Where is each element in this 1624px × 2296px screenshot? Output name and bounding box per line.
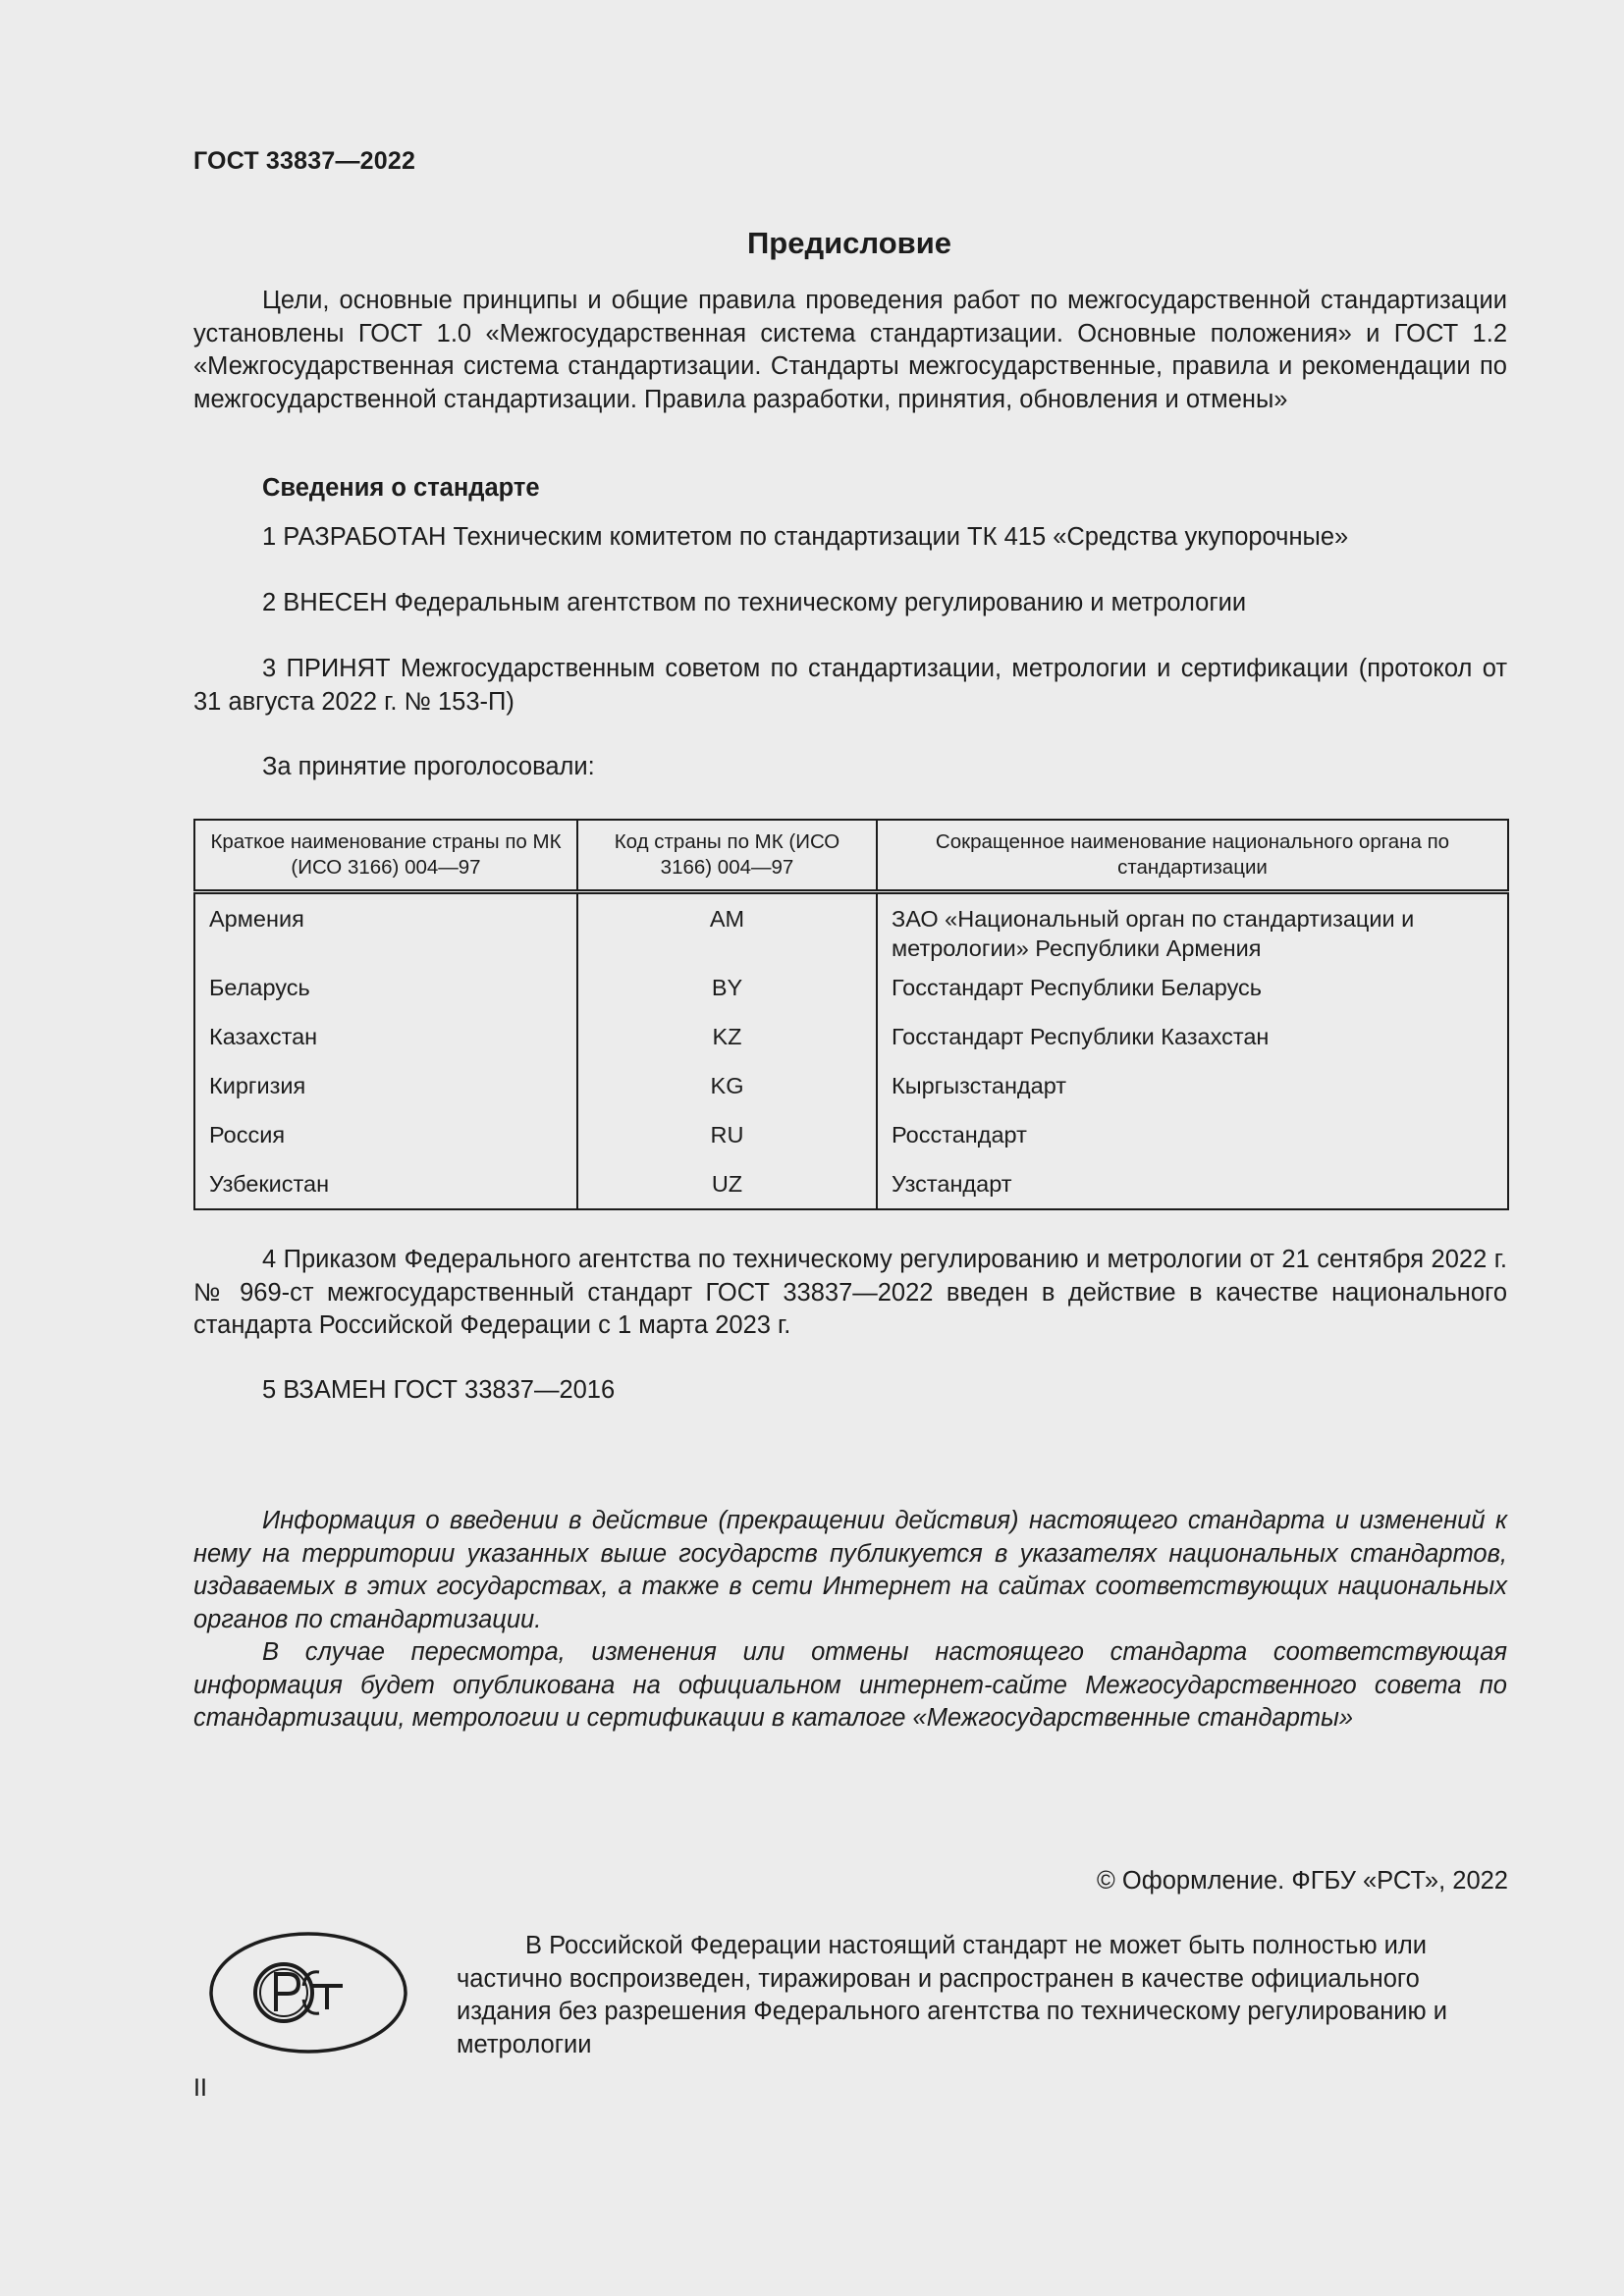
table-row bbox=[194, 1120, 1508, 1169]
code-cell: BY bbox=[577, 973, 877, 1022]
table-header-row bbox=[194, 820, 1508, 892]
item-4: 4 Приказом Федерального агентства по техническому регулированию и метрологии от 21 сентября 2022 г. № 969-ст межгосударственный стандарт ГОСТ 33837—2022 введен в действие в качестве национального стандарта Российской Федерации с 1 марта 2023 г. bbox=[193, 1246, 1507, 1339]
header-code: Код страны по МК (ИСО 3166) 004—97 bbox=[577, 820, 877, 892]
table-row bbox=[194, 973, 1508, 1022]
page-title: Предисловие bbox=[746, 226, 951, 260]
license-notice: В Российской Федерации настоящий стандарт не может быть полностью или частично воспроизведен, тиражирован и распространен в качестве официального издания без разрешения Федерального агентства по техническому регулированию и метрологии bbox=[457, 1932, 1447, 2058]
rst-logo bbox=[209, 1931, 407, 2059]
voted-label: За принятие проголосовали: bbox=[262, 753, 595, 780]
item-5: 5 ВЗАМЕН ГОСТ 33837—2016 bbox=[262, 1376, 616, 1404]
code-cell: UZ bbox=[577, 1169, 877, 1209]
code-cell: KZ bbox=[577, 1022, 877, 1071]
item-1: 1 РАЗРАБОТАН Техническим комитетом по стандартизации ТК 415 «Средства укупорочные» bbox=[262, 523, 1349, 551]
page-number: II bbox=[193, 2074, 207, 2102]
country-cell: Узбекистан bbox=[194, 1169, 577, 1209]
table-row bbox=[194, 892, 1508, 974]
item-2: 2 ВНЕСЕН Федеральным агентством по техническому регулированию и метрологии bbox=[262, 589, 1247, 616]
member-states-table bbox=[193, 819, 1509, 1210]
body-cell: Госстандарт Республики Казахстан bbox=[877, 1022, 1508, 1071]
body-cell: Узстандарт bbox=[877, 1169, 1508, 1209]
copyright-line: © Оформление. ФГБУ «РСТ», 2022 bbox=[1097, 1867, 1508, 1895]
intro-paragraph: Цели, основные принципы и общие правила проведения работ по межгосударственной стандартизации установлены ГОСТ 1.0 «Межгосударственная система стандартизации. Основные положения» и ГОСТ 1.2 «Межгосударственная система стандартизации. Стандарты межгосударственные, правила и рекомендации по межгосударственной стандартизации. Правила разработки, принятия, обновления и отмены» bbox=[193, 287, 1507, 413]
body-cell: Кыргызстандарт bbox=[877, 1071, 1508, 1120]
table-row bbox=[194, 1071, 1508, 1120]
code-cell: AM bbox=[577, 892, 877, 974]
header-body: Сокращенное наименование национального органа по стандартизации bbox=[877, 820, 1508, 892]
table-row bbox=[194, 1022, 1508, 1071]
body-cell: Росстандарт bbox=[877, 1120, 1508, 1169]
standard-number-header: ГОСТ 33837—2022 bbox=[193, 147, 416, 175]
info-heading: Сведения о стандарте bbox=[262, 474, 540, 502]
notice-paragraph-1: Информация о введении в действие (прекращении действия) настоящего стандарта и изменений к нему на территории указанных выше государств публикуется в указателях национальных стандартов, издаваемых в этих государствах, а также в сети Интернет на сайтах соответствующих национальных органов по стандартизации. bbox=[193, 1507, 1507, 1633]
rst-logo-icon bbox=[209, 1931, 407, 2055]
country-cell: Россия bbox=[194, 1120, 577, 1169]
notice-paragraph-2: В случае пересмотра, изменения или отмены настоящего стандарта соответствующая информация будет опубликована на официальном интернет-сайте Межгосударственного совета по стандартизации, метрологии и сертификации в каталоге «Межгосударственные стандарты» bbox=[193, 1638, 1507, 1732]
code-cell: KG bbox=[577, 1071, 877, 1120]
table-row bbox=[194, 1169, 1508, 1209]
header-country: Краткое наименование страны по МК (ИСО 3166) 004—97 bbox=[194, 820, 577, 892]
code-cell: RU bbox=[577, 1120, 877, 1169]
body-cell: Госстандарт Республики Беларусь bbox=[877, 973, 1508, 1022]
country-cell: Армения bbox=[194, 892, 577, 974]
country-cell: Беларусь bbox=[194, 973, 577, 1022]
country-cell: Казахстан bbox=[194, 1022, 577, 1071]
body-cell: ЗАО «Национальный орган по стандартизации и метрологии» Республики Армения bbox=[877, 892, 1508, 974]
country-cell: Киргизия bbox=[194, 1071, 577, 1120]
item-3: 3 ПРИНЯТ Межгосударственным советом по стандартизации, метрологии и сертификации (протокол от 31 августа 2022 г. № 153-П) bbox=[193, 655, 1507, 716]
